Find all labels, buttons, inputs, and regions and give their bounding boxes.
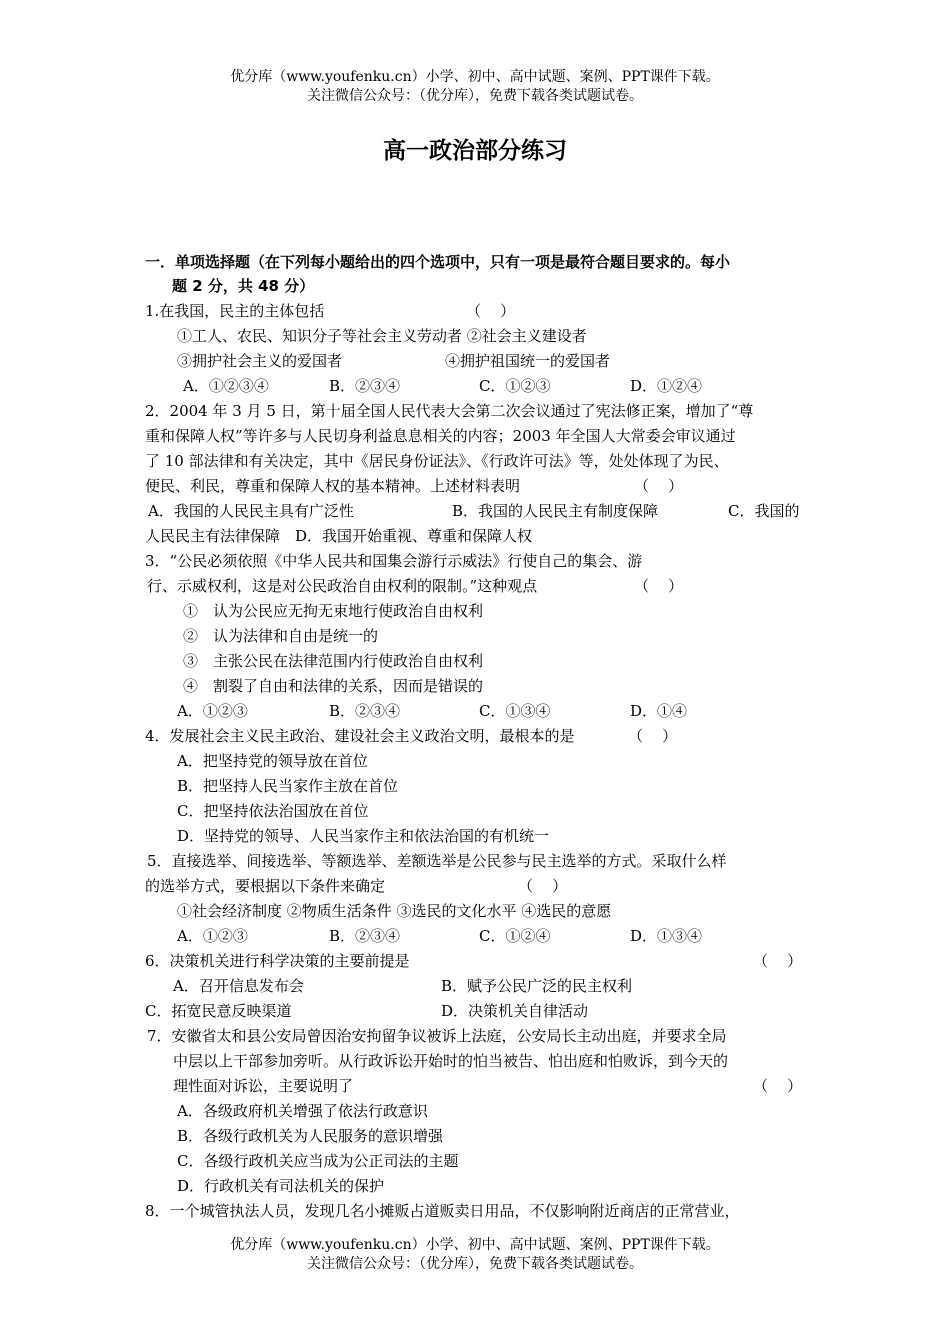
q6-answer-blank: （ ） (753, 952, 803, 970)
page-title: 高一政治部分练习 (383, 138, 567, 164)
q3-line-1: 3．“公民必须依照《中华人民共和国集会游行示威法》行使自己的集会、游 (145, 552, 643, 570)
q5-option-c: C．①②④ (479, 927, 551, 945)
q4-stem: 4．发展社会主义民主政治、建设社会主义政治文明，最根本的是 (145, 727, 575, 745)
watermark-footer-line1: 优分库（www.youfenku.cn）小学、初中、高中试题、案例、PPT课件下载。 (230, 1237, 720, 1253)
q6-option-a: A．召开信息发布会 (173, 977, 304, 995)
q7-option-b: B．各级行政机关为人民服务的意识增强 (177, 1127, 444, 1145)
q4-option-c: C．把坚持依法治国放在首位 (177, 802, 369, 820)
section-heading-line1: 一．单项选择题（在下列每小题给出的四个选项中，只有一项是最符合题目要求的。每小 (145, 253, 731, 271)
section-heading-line2: 题 2 分，共 48 分） (172, 277, 315, 295)
q3-item-2: ② 认为法律和自由是统一的 (183, 627, 379, 645)
q3-item-4: ④ 割裂了自由和法律的关系，因而是错误的 (183, 677, 484, 695)
q5-line-2: 的选举方式，要根据以下条件来确定 (145, 877, 386, 895)
q5-items: ①社会经济制度 ②物质生活条件 ③选民的文化水平 ④选民的意愿 (177, 902, 612, 920)
q3-item-1: ① 认为公民应无拘无束地行使政治自由权利 (183, 602, 484, 620)
q3-option-b: B．②③④ (329, 702, 401, 720)
q8-line-1: 8．一个城管执法人员，发现几名小摊贩占道贩卖日用品，不仅影响附近商店的正常营业， (145, 1202, 740, 1220)
q1-item-1: ①工人、农民、知识分子等社会主义劳动者 ②社会主义建设者 (177, 327, 587, 345)
q4-option-d: D．坚持党的领导、人民当家作主和依法治国的有机统一 (177, 827, 550, 845)
q2-option-a: A．我国的人民民主具有广泛性 (148, 502, 354, 520)
q5-line-1: 5．直接选举、间接选举、等额选举、差额选举是公民参与民主选举的方式。采取什么样 (147, 852, 727, 870)
q7-answer-blank: （ ） (753, 1077, 803, 1095)
q4-option-b: B．把坚持人民当家作主放在首位 (177, 777, 399, 795)
q2-line-last: 人民民主有法律保障 D．我国开始重视、尊重和保障人权 (145, 527, 533, 545)
q5-answer-blank: （ ） (518, 877, 568, 895)
q5-option-b: B．②③④ (329, 927, 401, 945)
q6-stem: 6．决策机关进行科学决策的主要前提是 (145, 952, 410, 970)
q2-line-3: 了 10 部法律和有关决定，其中《居民身份证法》、《行政许可法》等，处处体现了为民、 (145, 452, 729, 470)
q6-option-d: D．决策机关自律活动 (441, 1002, 589, 1020)
q7-line-3: 理性面对诉讼，主要说明了 (173, 1077, 354, 1095)
q5-option-d: D．①③④ (630, 927, 703, 945)
q2-line-1: 2．2004 年 3 月 5 日，第十届全国人民代表大会第二次会议通过了宪法修正案，增加了“尊 (145, 402, 754, 420)
q7-option-d: D．行政机关有司法机关的保护 (177, 1177, 385, 1195)
q3-option-a: A．①②③ (177, 702, 248, 720)
q3-line-2: 行、示威权利，这是对公民政治自由权利的限制。”这种观点 (147, 577, 538, 595)
q3-option-d: D．①④ (630, 702, 688, 720)
q2-option-b: B．我国的人民民主有制度保障 (452, 502, 659, 520)
q3-item-3: ③ 主张公民在法律范围内行使政治自由权利 (183, 652, 484, 670)
q2-option-c: C．我国的 (728, 502, 800, 520)
q1-option-d: D．①②④ (630, 377, 703, 395)
q3-option-c: C．①③④ (479, 702, 551, 720)
q3-answer-blank: （ ） (634, 577, 684, 595)
q1-item-4: ④拥护祖国统一的爱国者 (445, 352, 611, 370)
q7-option-c: C．各级行政机关应当成为公正司法的主题 (177, 1152, 459, 1170)
q1-stem: 1.在我国，民主的主体包括 (145, 302, 325, 320)
q2-line-2: 重和保障人权”等许多与人民切身利益息息相关的内容；2003 年全国人大常委会审议通过 (145, 427, 736, 445)
q4-answer-blank: （ ） (628, 727, 678, 745)
q7-option-a: A．各级政府机关增强了依法行政意识 (177, 1102, 428, 1120)
q7-line-1: 7．安徽省太和县公安局曾因治安拘留争议被诉上法庭，公安局长主动出庭，并要求全局 (147, 1027, 727, 1045)
q4-option-a: A．把坚持党的领导放在首位 (177, 752, 368, 770)
q2-answer-blank: （ ） (634, 477, 684, 495)
q1-option-c: C．①②③ (479, 377, 551, 395)
watermark-header-line2: 关注微信公众号：（优分库），免费下载各类试题试卷。 (307, 88, 643, 104)
watermark-header-line1: 优分库（www.youfenku.cn）小学、初中、高中试题、案例、PPT课件下载。 (230, 69, 720, 85)
q5-option-a: A．①②③ (177, 927, 248, 945)
q1-option-b: B．②③④ (329, 377, 401, 395)
q1-answer-blank: （ ） (466, 302, 516, 320)
q1-option-a: A．①②③④ (183, 377, 269, 395)
q1-item-3: ③拥护社会主义的爱国者 (177, 352, 343, 370)
q7-line-2: 中层以上干部参加旁听。从行政诉讼开始时的怕当被告、怕出庭和怕败诉，到今天的 (173, 1052, 729, 1070)
q2-line-4: 便民、利民，尊重和保障人权的基本精神。上述材料表明 (145, 477, 521, 495)
q6-option-b: B．赋予公民广泛的民主权利 (441, 977, 633, 995)
q6-option-c: C．拓宽民意反映渠道 (145, 1002, 292, 1020)
watermark-footer-line2: 关注微信公众号：（优分库），免费下载各类试题试卷。 (307, 1256, 643, 1272)
